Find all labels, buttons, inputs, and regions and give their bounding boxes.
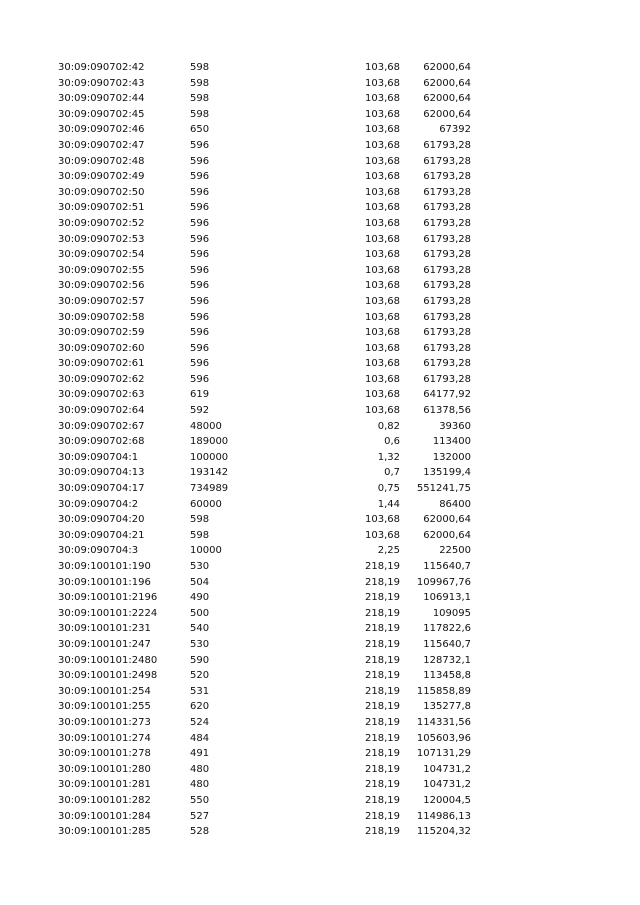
table-row <box>0 154 640 170</box>
area-cell: 598 <box>190 529 210 541</box>
table-row <box>0 419 640 435</box>
rate-cell: 103,68 <box>365 295 400 307</box>
rate-cell: 103,68 <box>365 327 400 339</box>
table-row <box>0 185 640 201</box>
area-cell: 596 <box>190 342 210 354</box>
value-cell: 61793,28 <box>423 155 471 167</box>
table-row <box>0 653 640 669</box>
value-cell: 107131,29 <box>416 748 471 760</box>
table-row <box>0 637 640 653</box>
area-cell: 480 <box>190 763 210 775</box>
table-row <box>0 715 640 731</box>
table-row <box>0 356 640 372</box>
value-cell: 62000,64 <box>423 93 471 105</box>
value-cell: 86400 <box>439 498 471 510</box>
cadastral-number-cell: 30:09:100101:274 <box>58 732 151 744</box>
cadastral-number-cell: 30:09:100101:278 <box>58 748 151 760</box>
cadastral-number-cell: 30:09:090704:1 <box>58 451 139 463</box>
table-row <box>0 325 640 341</box>
area-cell: 596 <box>190 186 210 198</box>
cadastral-number-cell: 30:09:090702:49 <box>58 171 145 183</box>
table-row <box>0 107 640 123</box>
rate-cell: 103,68 <box>365 233 400 245</box>
value-cell: 132000 <box>432 451 471 463</box>
table-row <box>0 762 640 778</box>
rate-cell: 103,68 <box>365 139 400 151</box>
cadastral-number-cell: 30:09:090702:67 <box>58 420 145 432</box>
cadastral-number-cell: 30:09:090702:64 <box>58 405 145 417</box>
table-row <box>0 263 640 279</box>
area-cell: 520 <box>190 670 210 682</box>
area-cell: 592 <box>190 405 210 417</box>
rate-cell: 103,68 <box>365 124 400 136</box>
value-cell: 61793,28 <box>423 171 471 183</box>
area-cell: 596 <box>190 358 210 370</box>
cadastral-number-cell: 30:09:090702:42 <box>58 62 145 73</box>
value-cell: 114986,13 <box>416 810 471 822</box>
rate-cell: 103,68 <box>365 217 400 229</box>
value-cell: 62000,64 <box>423 77 471 89</box>
value-cell: 61793,28 <box>423 233 471 245</box>
area-cell: 189000 <box>190 436 229 448</box>
value-cell: 61378,56 <box>423 405 471 417</box>
rate-cell: 218,19 <box>365 654 400 666</box>
area-cell: 598 <box>190 77 210 89</box>
rate-cell: 1,32 <box>377 451 400 463</box>
rate-cell: 218,19 <box>365 732 400 744</box>
cadastral-number-cell: 30:09:100101:247 <box>58 638 151 650</box>
value-cell: 61793,28 <box>423 342 471 354</box>
cadastral-number-cell: 30:09:100101:2498 <box>58 670 158 682</box>
area-cell: 598 <box>190 93 210 105</box>
rate-cell: 103,68 <box>365 186 400 198</box>
value-cell: 61793,28 <box>423 202 471 214</box>
table-row <box>0 278 640 294</box>
table-row <box>0 60 640 76</box>
area-cell: 100000 <box>190 451 229 463</box>
rate-cell: 103,68 <box>365 280 400 292</box>
cadastral-number-cell: 30:09:100101:2224 <box>58 607 158 619</box>
area-cell: 524 <box>190 716 210 728</box>
rate-cell: 103,68 <box>365 264 400 276</box>
area-cell: 620 <box>190 701 210 713</box>
cadastral-number-cell: 30:09:090704:21 <box>58 529 145 541</box>
area-cell: 504 <box>190 576 210 588</box>
area-cell: 540 <box>190 623 210 635</box>
cadastral-number-cell: 30:09:090702:52 <box>58 217 145 229</box>
table-row <box>0 372 640 388</box>
cadastral-number-cell: 30:09:090702:61 <box>58 358 145 370</box>
table-row <box>0 294 640 310</box>
rate-cell: 2,25 <box>377 545 400 557</box>
table-row <box>0 699 640 715</box>
cadastral-number-cell: 30:09:090702:57 <box>58 295 145 307</box>
rate-cell: 103,68 <box>365 171 400 183</box>
rate-cell: 218,19 <box>365 623 400 635</box>
cadastral-number-cell: 30:09:090702:48 <box>58 155 145 167</box>
cadastral-number-cell: 30:09:100101:284 <box>58 810 151 822</box>
cadastral-number-cell: 30:09:100101:255 <box>58 701 151 713</box>
value-cell: 67392 <box>439 124 471 136</box>
data-table <box>0 60 640 840</box>
cadastral-number-cell: 30:09:090704:13 <box>58 467 145 479</box>
value-cell: 135277,8 <box>423 701 471 713</box>
rate-cell: 1,44 <box>377 498 400 510</box>
value-cell: 135199,4 <box>423 467 471 479</box>
cadastral-number-cell: 30:09:090702:63 <box>58 389 145 401</box>
cadastral-number-cell: 30:09:090702:54 <box>58 249 145 261</box>
value-cell: 61793,28 <box>423 264 471 276</box>
cadastral-number-cell: 30:09:090702:68 <box>58 436 145 448</box>
area-cell: 650 <box>190 124 210 136</box>
value-cell: 62000,64 <box>423 514 471 526</box>
rate-cell: 103,68 <box>365 202 400 214</box>
table-row <box>0 76 640 92</box>
cadastral-number-cell: 30:09:100101:190 <box>58 561 151 572</box>
value-cell: 62000,64 <box>423 529 471 541</box>
value-cell: 115640,7 <box>423 638 471 650</box>
table-row <box>0 512 640 528</box>
value-cell: 61793,28 <box>423 358 471 370</box>
area-cell: 596 <box>190 217 210 229</box>
rate-cell: 218,19 <box>365 685 400 697</box>
rate-cell: 103,68 <box>365 249 400 261</box>
rate-cell: 103,68 <box>365 108 400 120</box>
cadastral-number-cell: 30:09:090702:51 <box>58 202 145 214</box>
table-row <box>0 731 640 747</box>
area-cell: 596 <box>190 249 210 261</box>
value-cell: 61793,28 <box>423 295 471 307</box>
rate-cell: 103,68 <box>365 62 400 73</box>
area-cell: 491 <box>190 748 210 760</box>
value-cell: 22500 <box>439 545 471 557</box>
rate-cell: 103,68 <box>365 342 400 354</box>
cadastral-number-cell: 30:09:090702:59 <box>58 327 145 339</box>
rate-cell: 103,68 <box>365 155 400 167</box>
rate-cell: 0,82 <box>377 420 400 432</box>
value-cell: 61793,28 <box>423 327 471 339</box>
rate-cell: 0,75 <box>377 483 400 495</box>
value-cell: 39360 <box>439 420 471 432</box>
area-cell: 596 <box>190 202 210 214</box>
value-cell: 64177,92 <box>423 389 471 401</box>
value-cell: 115640,7 <box>423 561 471 572</box>
value-cell: 61793,28 <box>423 217 471 229</box>
area-cell: 596 <box>190 311 210 323</box>
table-row <box>0 216 640 232</box>
value-cell: 105603,96 <box>416 732 471 744</box>
value-cell: 61793,28 <box>423 373 471 385</box>
value-cell: 61793,28 <box>423 280 471 292</box>
area-cell: 598 <box>190 62 210 73</box>
cadastral-number-cell: 30:09:090702:46 <box>58 124 145 136</box>
table-row <box>0 809 640 825</box>
cadastral-number-cell: 30:09:090702:44 <box>58 93 145 105</box>
rate-cell: 103,68 <box>365 373 400 385</box>
cadastral-number-cell: 30:09:090702:50 <box>58 186 145 198</box>
rate-cell: 103,68 <box>365 389 400 401</box>
area-cell: 193142 <box>190 467 229 479</box>
table-row <box>0 481 640 497</box>
area-cell: 619 <box>190 389 210 401</box>
table-row <box>0 668 640 684</box>
table-row <box>0 575 640 591</box>
rate-cell: 103,68 <box>365 93 400 105</box>
cadastral-number-cell: 30:09:090704:3 <box>58 545 139 557</box>
area-cell: 596 <box>190 327 210 339</box>
area-cell: 596 <box>190 373 210 385</box>
value-cell: 117822,6 <box>423 623 471 635</box>
area-cell: 528 <box>190 826 210 838</box>
value-cell: 61793,28 <box>423 311 471 323</box>
cadastral-number-cell: 30:09:100101:273 <box>58 716 151 728</box>
cadastral-number-cell: 30:09:100101:282 <box>58 794 151 806</box>
cadastral-number-cell: 30:09:090702:45 <box>58 108 145 120</box>
area-cell: 500 <box>190 607 210 619</box>
table-row <box>0 450 640 466</box>
area-cell: 596 <box>190 139 210 151</box>
table-row <box>0 465 640 481</box>
rate-cell: 103,68 <box>365 358 400 370</box>
cadastral-number-cell: 30:09:100101:280 <box>58 763 151 775</box>
table-row <box>0 543 640 559</box>
table-row <box>0 434 640 450</box>
rate-cell: 218,19 <box>365 794 400 806</box>
table-row <box>0 684 640 700</box>
rate-cell: 218,19 <box>365 763 400 775</box>
rate-cell: 218,19 <box>365 607 400 619</box>
area-cell: 527 <box>190 810 210 822</box>
table-row <box>0 621 640 637</box>
table-row <box>0 169 640 185</box>
value-cell: 109095 <box>432 607 471 619</box>
table-row <box>0 497 640 513</box>
rate-cell: 218,19 <box>365 748 400 760</box>
cadastral-number-cell: 30:09:100101:2196 <box>58 592 158 604</box>
cadastral-number-cell: 30:09:090702:62 <box>58 373 145 385</box>
area-cell: 596 <box>190 233 210 245</box>
table-row <box>0 590 640 606</box>
table-row <box>0 403 640 419</box>
cadastral-number-cell: 30:09:100101:281 <box>58 779 151 791</box>
area-cell: 598 <box>190 514 210 526</box>
table-row <box>0 793 640 809</box>
area-cell: 590 <box>190 654 210 666</box>
value-cell: 61793,28 <box>423 249 471 261</box>
cadastral-number-cell: 30:09:100101:254 <box>58 685 151 697</box>
cadastral-number-cell: 30:09:100101:285 <box>58 826 151 838</box>
table-row <box>0 91 640 107</box>
table-row <box>0 200 640 216</box>
value-cell: 113458,8 <box>423 670 471 682</box>
rate-cell: 218,19 <box>365 810 400 822</box>
area-cell: 484 <box>190 732 210 744</box>
value-cell: 113400 <box>432 436 471 448</box>
cadastral-number-cell: 30:09:100101:2480 <box>58 654 158 666</box>
table-row <box>0 606 640 622</box>
value-cell: 104731,2 <box>423 779 471 791</box>
area-cell: 596 <box>190 264 210 276</box>
table-row <box>0 138 640 154</box>
rate-cell: 103,68 <box>365 77 400 89</box>
value-cell: 115204,32 <box>416 826 471 838</box>
cadastral-number-cell: 30:09:090702:55 <box>58 264 145 276</box>
rate-cell: 0,7 <box>384 467 400 479</box>
value-cell: 115858,89 <box>416 685 471 697</box>
rate-cell: 218,19 <box>365 716 400 728</box>
table-row <box>0 232 640 248</box>
area-cell: 596 <box>190 280 210 292</box>
table-row <box>0 824 640 840</box>
table-row <box>0 777 640 793</box>
area-cell: 10000 <box>190 545 222 557</box>
value-cell: 61793,28 <box>423 139 471 151</box>
area-cell: 598 <box>190 108 210 120</box>
cadastral-number-cell: 30:09:100101:196 <box>58 576 151 588</box>
rate-cell: 103,68 <box>365 311 400 323</box>
area-cell: 550 <box>190 794 210 806</box>
value-cell: 128732,1 <box>423 654 471 666</box>
area-cell: 530 <box>190 561 210 572</box>
rate-cell: 218,19 <box>365 592 400 604</box>
cadastral-number-cell: 30:09:090704:2 <box>58 498 139 510</box>
rate-cell: 103,68 <box>365 514 400 526</box>
cadastral-number-cell: 30:09:090704:20 <box>58 514 145 526</box>
area-cell: 596 <box>190 295 210 307</box>
table-row <box>0 559 640 575</box>
table-row <box>0 122 640 138</box>
area-cell: 530 <box>190 638 210 650</box>
area-cell: 734989 <box>190 483 229 495</box>
cadastral-number-cell: 30:09:100101:231 <box>58 623 151 635</box>
rate-cell: 218,19 <box>365 561 400 572</box>
value-cell: 104731,2 <box>423 763 471 775</box>
cadastral-number-cell: 30:09:090702:56 <box>58 280 145 292</box>
value-cell: 114331,56 <box>416 716 471 728</box>
table-row <box>0 310 640 326</box>
rate-cell: 218,19 <box>365 779 400 791</box>
rate-cell: 218,19 <box>365 701 400 713</box>
value-cell: 62000,64 <box>423 108 471 120</box>
area-cell: 596 <box>190 155 210 167</box>
rate-cell: 218,19 <box>365 670 400 682</box>
value-cell: 551241,75 <box>416 483 471 495</box>
cadastral-number-cell: 30:09:090702:43 <box>58 77 145 89</box>
area-cell: 531 <box>190 685 210 697</box>
rate-cell: 0,6 <box>384 436 400 448</box>
cadastral-number-cell: 30:09:090702:60 <box>58 342 145 354</box>
area-cell: 60000 <box>190 498 222 510</box>
value-cell: 109967,76 <box>416 576 471 588</box>
table-row <box>0 528 640 544</box>
value-cell: 62000,64 <box>423 62 471 73</box>
area-cell: 480 <box>190 779 210 791</box>
table-row <box>0 746 640 762</box>
rate-cell: 103,68 <box>365 529 400 541</box>
cadastral-number-cell: 30:09:090702:53 <box>58 233 145 245</box>
value-cell: 106913,1 <box>423 592 471 604</box>
area-cell: 596 <box>190 171 210 183</box>
rate-cell: 218,19 <box>365 576 400 588</box>
rate-cell: 218,19 <box>365 826 400 838</box>
rate-cell: 218,19 <box>365 638 400 650</box>
rate-cell: 103,68 <box>365 405 400 417</box>
table-row <box>0 247 640 263</box>
table-row <box>0 341 640 357</box>
cadastral-number-cell: 30:09:090704:17 <box>58 483 145 495</box>
value-cell: 61793,28 <box>423 186 471 198</box>
cadastral-number-cell: 30:09:090702:47 <box>58 139 145 151</box>
cadastral-number-cell: 30:09:090702:58 <box>58 311 145 323</box>
table-row <box>0 387 640 403</box>
area-cell: 48000 <box>190 420 222 432</box>
area-cell: 490 <box>190 592 210 604</box>
value-cell: 120004,5 <box>423 794 471 806</box>
